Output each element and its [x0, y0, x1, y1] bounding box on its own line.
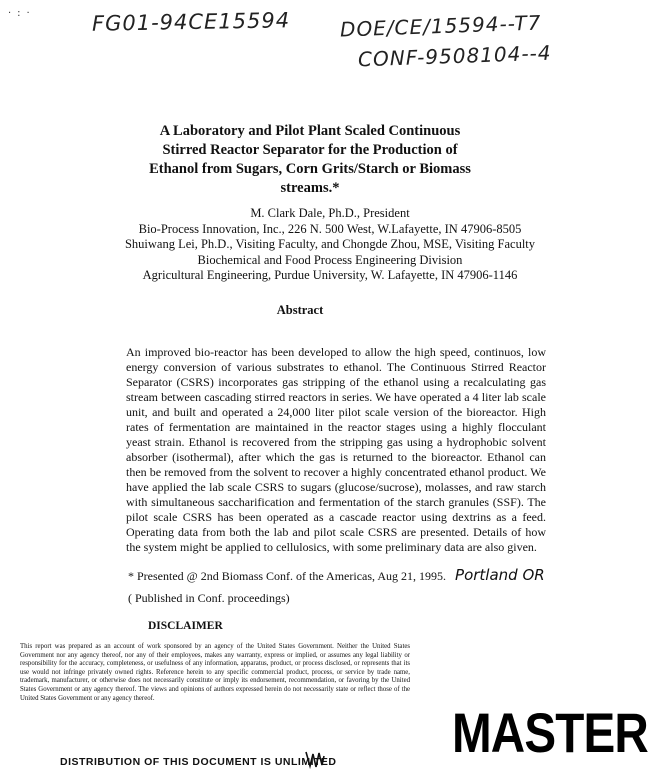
abstract-heading: Abstract — [276, 303, 324, 317]
disclaimer-body: This report was prepared as an account of work sponsored by an agency of the United States Government. Neither the United States Government nor any agency thereof, nor any of their employees, makes any warranty, express or implied, or assumes any legal liability or responsibility for the accuracy, completeness, or usefulness of any information, apparatus, product, or process disclosed, or represents that its use would not infringe privately owned rights. Reference herein to any specific commercial product, process, or service by trade name, trademark, manufacturer, or otherwise does not necessarily constitute or imply its endorsement, recommendation, or favoring by the United States Government or any agency thereof. The views and opinions of authors expressed herein do not necessarily state or reflect those of the United States Government or any agency thereof. — [20, 643, 410, 702]
presented-note — [128, 566, 545, 584]
handwritten-report-number: DOE/CE/15594--T7 — [339, 10, 542, 42]
author-block — [110, 206, 550, 284]
published-note: ( Published in Conf. proceedings) — [128, 591, 290, 605]
author-line: Agricultural Engineering, Purdue University, W. Lafayette, IN 47906-1146 — [142, 268, 518, 282]
presented-text: * Presented @ 2nd Biomass Conf. of the Americas, Aug 21, 1995. — [128, 569, 447, 583]
author-line: M. Clark Dale, Ph.D., President — [250, 206, 410, 220]
signature-scribble-icon — [304, 748, 326, 770]
author-line: Bio-Process Innovation, Inc., 226 N. 500 West, W.Lafayette, IN 47906-8505 — [138, 221, 522, 236]
handwritten-location: Portland OR — [455, 566, 545, 584]
author-line: Biochemical and Food Process Engineering Division — [197, 252, 463, 267]
scan-marks: ·:· — [8, 8, 36, 19]
paper-title: A Laboratory and Pilot Plant Scaled Continuous Stirred Reactor Separator for the Production of Ethanol from Sugars, Corn Grits/Starch or Biomass streams.* — [149, 123, 471, 196]
abstract-body: An improved bio-reactor has been developed to allow the high speed, continuos, low energy conversion of various substrates to ethanol. The Continuous Stirred Reactor Separator (CSRS) incorporates gas stripping of the ethanol using a recalculating gas stream between cascading stirred reactors in series. We have operated a 4 liter lab scale unit, and built and operated a 24,000 liter pilot scale version of the bioreactor. High rates of fermentation are maintained in the reactor stages using a highly flocculant yeast strain. Ethanol is recovered from the stripping gas using a hydrophobic solvent absorber (isothermal), after which the gas is returned to the bioreactor. Ethanol can then be removed from the solvent to recover a highly concentrated ethanol product. We have applied the lab scale CSRS to sugars (glucose/sucrose), molasses, and raw starch with simultaneous saccharification and fermentation of the starch granules (SSF). The pilot scale CSRS has been operated as a cascade reactor using dextrins as a feed. Operating data from both the lab and pilot scale CSRS are presented. Details of how the system might be applied to cellulosics, with some preliminary data are also given. — [126, 345, 546, 554]
handwritten-doc-number: FG01-94CE15594 — [91, 8, 291, 36]
distribution-statement: DISTRIBUTION OF THIS DOCUMENT IS UNLIMITED — [60, 756, 337, 768]
author-line: Shuiwang Lei, Ph.D., Visiting Faculty, and Chongde Zhou, MSE, Visiting Faculty — [124, 237, 536, 251]
handwritten-conf-number: CONF-9508104--4 — [357, 40, 552, 72]
master-stamp: MASTER — [452, 701, 648, 764]
disclaimer-heading: DISCLAIMER — [148, 620, 223, 632]
